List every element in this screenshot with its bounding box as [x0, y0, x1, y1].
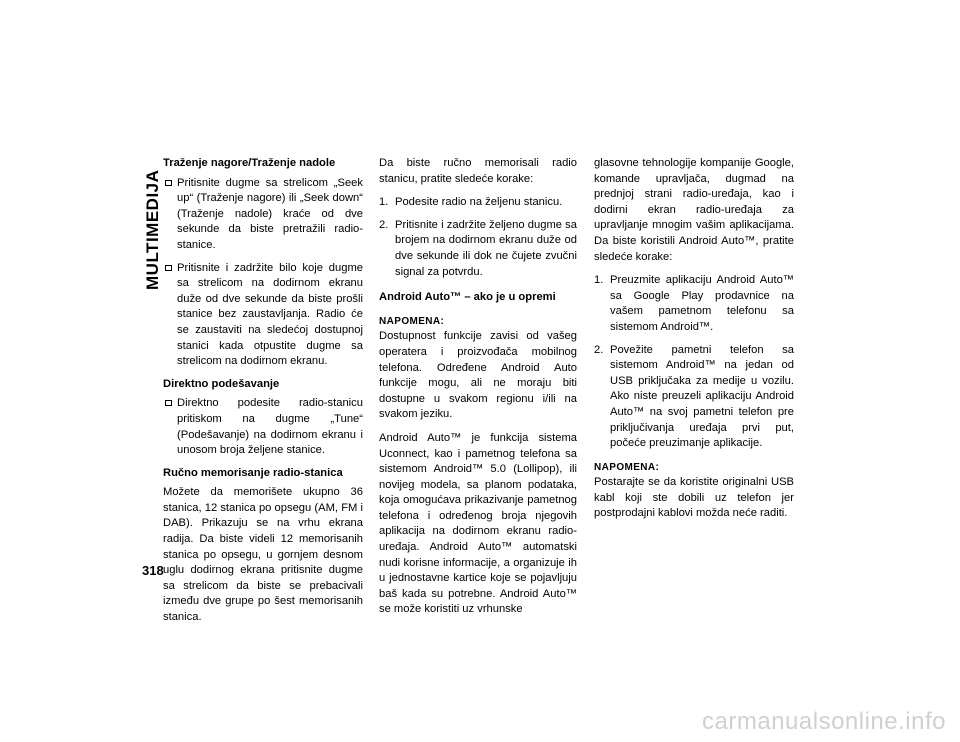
- bullet-item: [163, 396, 363, 458]
- step-item: [379, 218, 577, 280]
- step-number: 2.: [379, 218, 389, 231]
- note-text: Dostupnost funkcije zavisi od vašeg operatera i proizvođača mobilnog telefona. Određene Android Auto funkcije mogu, ali ne moraju biti dostupne u svakom regionu i/ili na svakom jeziku.: [379, 330, 577, 421]
- bullet-square-icon: [165, 180, 172, 186]
- bullet-text: Direktno podesite radio-stanicu pritiskom na dugme „Tune“ (Podešavanje) na dodirnom ekranu i unosom broja željene stanice.: [177, 397, 363, 457]
- step-number: 1.: [379, 196, 389, 209]
- heading-seek: Traženje nagore/Traženje nadole: [163, 157, 336, 169]
- step-text: Preuzmite aplikaciju Android Auto™ sa Google Play prodavnice na vašem pametnom telefonu sa sistemom Android™.: [610, 274, 794, 333]
- step-item: [379, 195, 577, 211]
- column-3: [594, 156, 794, 530]
- column-2: [379, 156, 577, 626]
- bullet-square-icon: [165, 265, 172, 271]
- step-number: 1.: [594, 274, 604, 287]
- bullet-text: Pritisnite i zadržite bilo koje dugme sa strelicom na dodirnom ekranu duže od dve sekunde da biste prošli stanice bez zaustavljanja. Radio će se zaustaviti na sledećoj dostupnoj stanici kada otpustite dugme sa strelicom na dodirnom ekranu.: [177, 261, 363, 368]
- step-text: Podesite radio na željenu stanicu.: [395, 196, 563, 209]
- bullet-item: [163, 176, 363, 254]
- note-text: Postarajte se da koristite originalni USB kabl koji ste dobili uz telefon jer postprodajni kablovi možda neće raditi.: [594, 476, 794, 520]
- step-text: Povežite pametni telefon sa sistemom Android™ na jedan od USB priključaka za medije u vozilu. Ako niste preuzeli aplikaciju Android Auto™ na svoj pametni telefon pre priključivanja uređaja prvi put, počeće preuzimanje aplikacije.: [610, 343, 794, 450]
- paragraph-continued: glasovne tehnologije kompanije Google, komande upravljača, dugmad na prednjoj strani radio-uređaja, kao i dodirni ekran radio-uređaja za upravljanje mnogim vašim aplikacijama. Da biste koristili Android Auto™, pratite sledeće korake:: [594, 157, 794, 263]
- paragraph-android-auto: Android Auto™ je funkcija sistema Uconnect, kao i pametnog telefona sa sistemom Android™ 5.0 (Lollipop), ili novijeg modela, sa planom podataka, koja omogućava prikazivanje pametnog telefona i određenog broja njegovih aplikacija na dodirnom ekranu radio-uređaja. Android Auto™ automatski nudi korisne informacije, a organizuje ih u jednostavne kartice koje se pojavljuju baš kada su potrebne. Android Auto™ se može koristiti uz vrhunske: [379, 431, 577, 616]
- bullet-square-icon: [165, 400, 172, 406]
- paragraph-intro: Da biste ručno memorisali radio stanicu, pratite sledeće korake:: [379, 157, 577, 185]
- bullet-item: [163, 261, 363, 370]
- step-item: [594, 343, 794, 452]
- bullet-text: Pritisnite dugme sa strelicom „Seek up“ (Traženje nagore) ili „Seek down“ (Traženje nadole) kraće od dve sekunde da biste pretražili radio-stanice.: [177, 176, 363, 251]
- paragraph-manual-preset: Možete da memorišete ukupno 36 stanica, 12 stanica po opsegu (AM, FM i DAB). Prikazuju se na vrhu ekrana radija. Da biste videli 12 memorisanih stanica po opsegu, u gornjem desnom uglu dodirnog ekrana pritisnite dugme sa strelicom da biste se prebacivali između dve grupe po šest memorisanih stanica.: [163, 486, 363, 624]
- watermark: carmanualsonline.info: [702, 708, 946, 735]
- heading-direct-tuning: Direktno podešavanje: [163, 377, 280, 390]
- note-label: NAPOMENA:: [594, 461, 660, 473]
- heading-manual-preset: Ručno memorisanje radio-stanica: [163, 466, 343, 479]
- step-text: Pritisnite i zadržite željeno dugme sa brojem na dodirnom ekranu duže od dve sekunde ili dok ne čujete zvučni signal za potvrdu.: [395, 218, 577, 278]
- step-number: 2.: [594, 343, 604, 356]
- step-item: [594, 273, 794, 335]
- column-1: [163, 156, 363, 634]
- section-title: MULTIMEDIJA: [143, 169, 162, 290]
- note-label: NAPOMENA:: [379, 315, 445, 327]
- heading-android-auto: Android Auto™ – ako je u opremi: [379, 291, 556, 304]
- section-side-tab: [141, 160, 163, 290]
- page-number: 318: [142, 563, 164, 578]
